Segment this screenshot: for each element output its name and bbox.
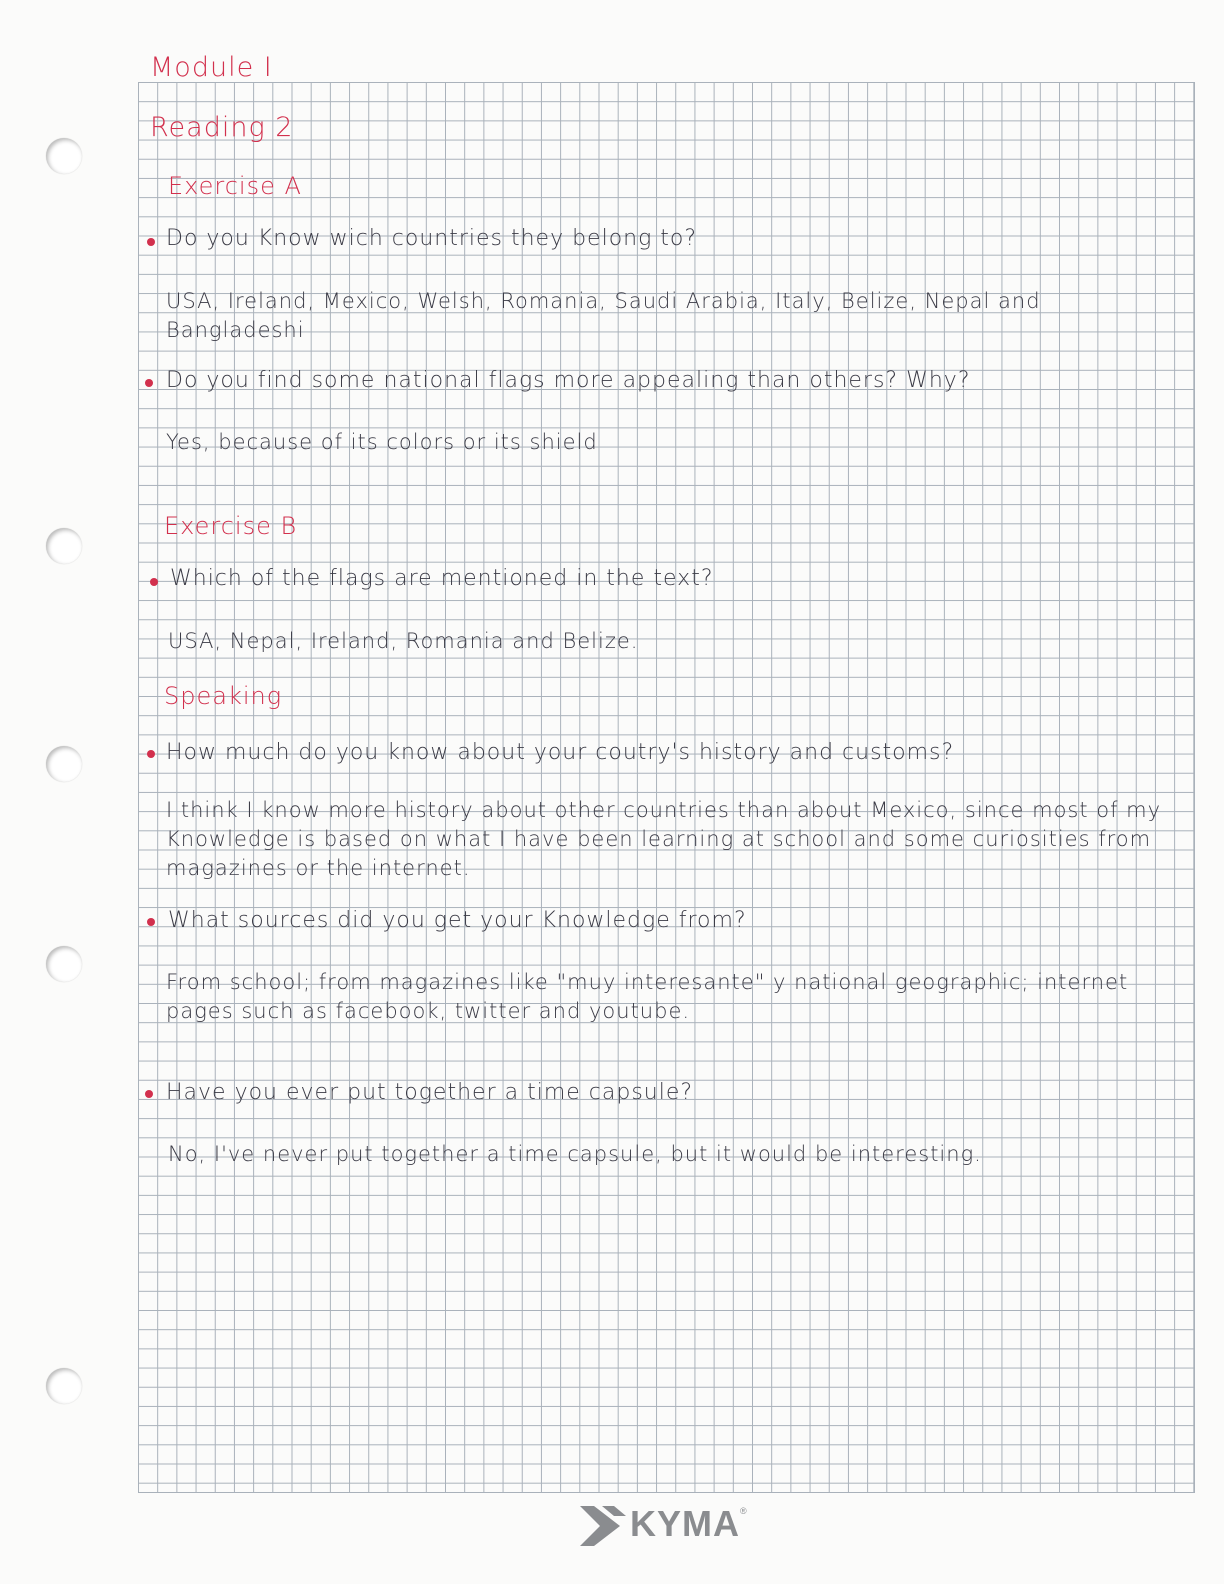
bullet-icon: [147, 918, 155, 926]
bullet-icon: [147, 750, 155, 758]
binder-hole: [46, 946, 82, 982]
speaking-question-1: How much do you know about your coutry's history and customs?: [166, 740, 955, 765]
speaking-question-2: What sources did you get your Knowledge from?: [168, 908, 747, 933]
exercise-a-answer-2: Yes, because of its colors or its shield: [166, 430, 598, 454]
kyma-logo-icon: [580, 1502, 628, 1546]
exercise-a-question-2: Do you find some national flags more appealing than others? Why?: [166, 368, 971, 393]
exercise-a-answer-1: USA, Ireland, Mexico, Welsh, Romania, Saudi Arabia, Italy, Belize, Nepal and Bangladeshi: [166, 289, 1041, 342]
binder-hole: [46, 138, 82, 174]
speaking-answer-2: From school; from magazines like "muy interesante" y national geographic; internet pages such as facebook, twitter and youtube.: [166, 970, 1129, 1023]
bullet-icon: [150, 578, 158, 586]
registered-mark: ®: [740, 1506, 747, 1516]
kyma-logo-text: KYMA: [630, 1503, 740, 1544]
exercise-a-heading: Exercise A: [168, 172, 302, 200]
binder-hole: [46, 746, 82, 782]
bullet-icon: [145, 379, 153, 387]
reading-title: Reading 2: [150, 112, 294, 143]
exercise-b-heading: Exercise B: [164, 512, 298, 540]
kyma-logo: [580, 1502, 747, 1546]
speaking-heading: Speaking: [164, 682, 283, 710]
bullet-icon: [147, 238, 155, 246]
binder-hole: [46, 528, 82, 564]
exercise-b-question-1: Which of the flags are mentioned in the text?: [170, 566, 714, 591]
bullet-icon: [145, 1090, 153, 1098]
exercise-a-question-1: Do you Know wich countries they belong to?: [166, 226, 698, 251]
speaking-answer-1: I think I know more history about other countries than about Mexico, since most of my Knowledge is based on what I have been learning at school and some curiosities from magazines or the internet.: [166, 798, 1162, 880]
module-title: Module I: [150, 52, 273, 83]
exercise-b-answer-1: USA, Nepal, Ireland, Romania and Belize.: [168, 629, 639, 653]
binder-hole: [46, 1368, 82, 1404]
speaking-answer-3: No, I've never put together a time capsule, but it would be interesting.: [168, 1142, 982, 1166]
speaking-question-3: Have you ever put together a time capsule?: [166, 1080, 694, 1105]
